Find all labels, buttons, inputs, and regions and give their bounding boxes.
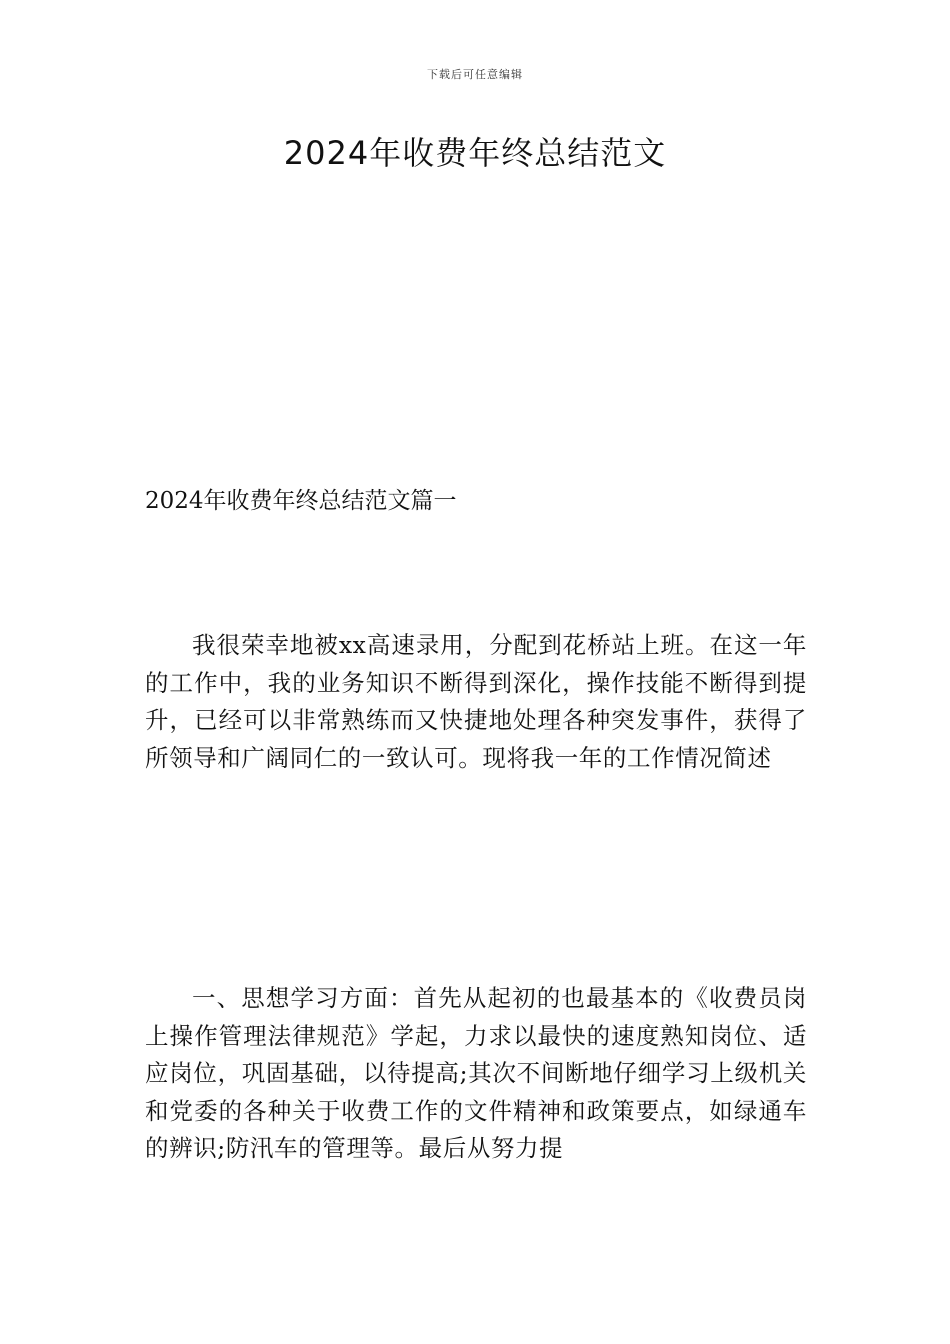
page-header-note: 下载后可任意编辑 [427,68,523,81]
section-heading: 2024年收费年终总结范文篇一 [145,488,457,514]
paragraph-intro: 我很荣幸地被xx高速录用，分配到花桥站上班。在这一年的工作中，我的业务知识不断得到深化，操作技能不断得到提升，已经可以非常熟练而又快捷地处理各种突发事件，获得了所领导和广阔同仁的一致认可。现将我一年的工作情况简述 [145,631,807,772]
document-title: 2024年收费年终总结范文 [283,134,667,172]
paragraph-ideological-study: 一、思想学习方面：首先从起初的也最基本的《收费员岗上操作管理法律规范》学起，力求以最快的速度熟知岗位、适应岗位，巩固基础，以待提高;其次不间断地仔细学习上级机关和党委的各种关于收费工作的文件精神和政策要点，如绿通车的辨识;防汛车的管理等。最后从努力提 [145,984,807,1163]
